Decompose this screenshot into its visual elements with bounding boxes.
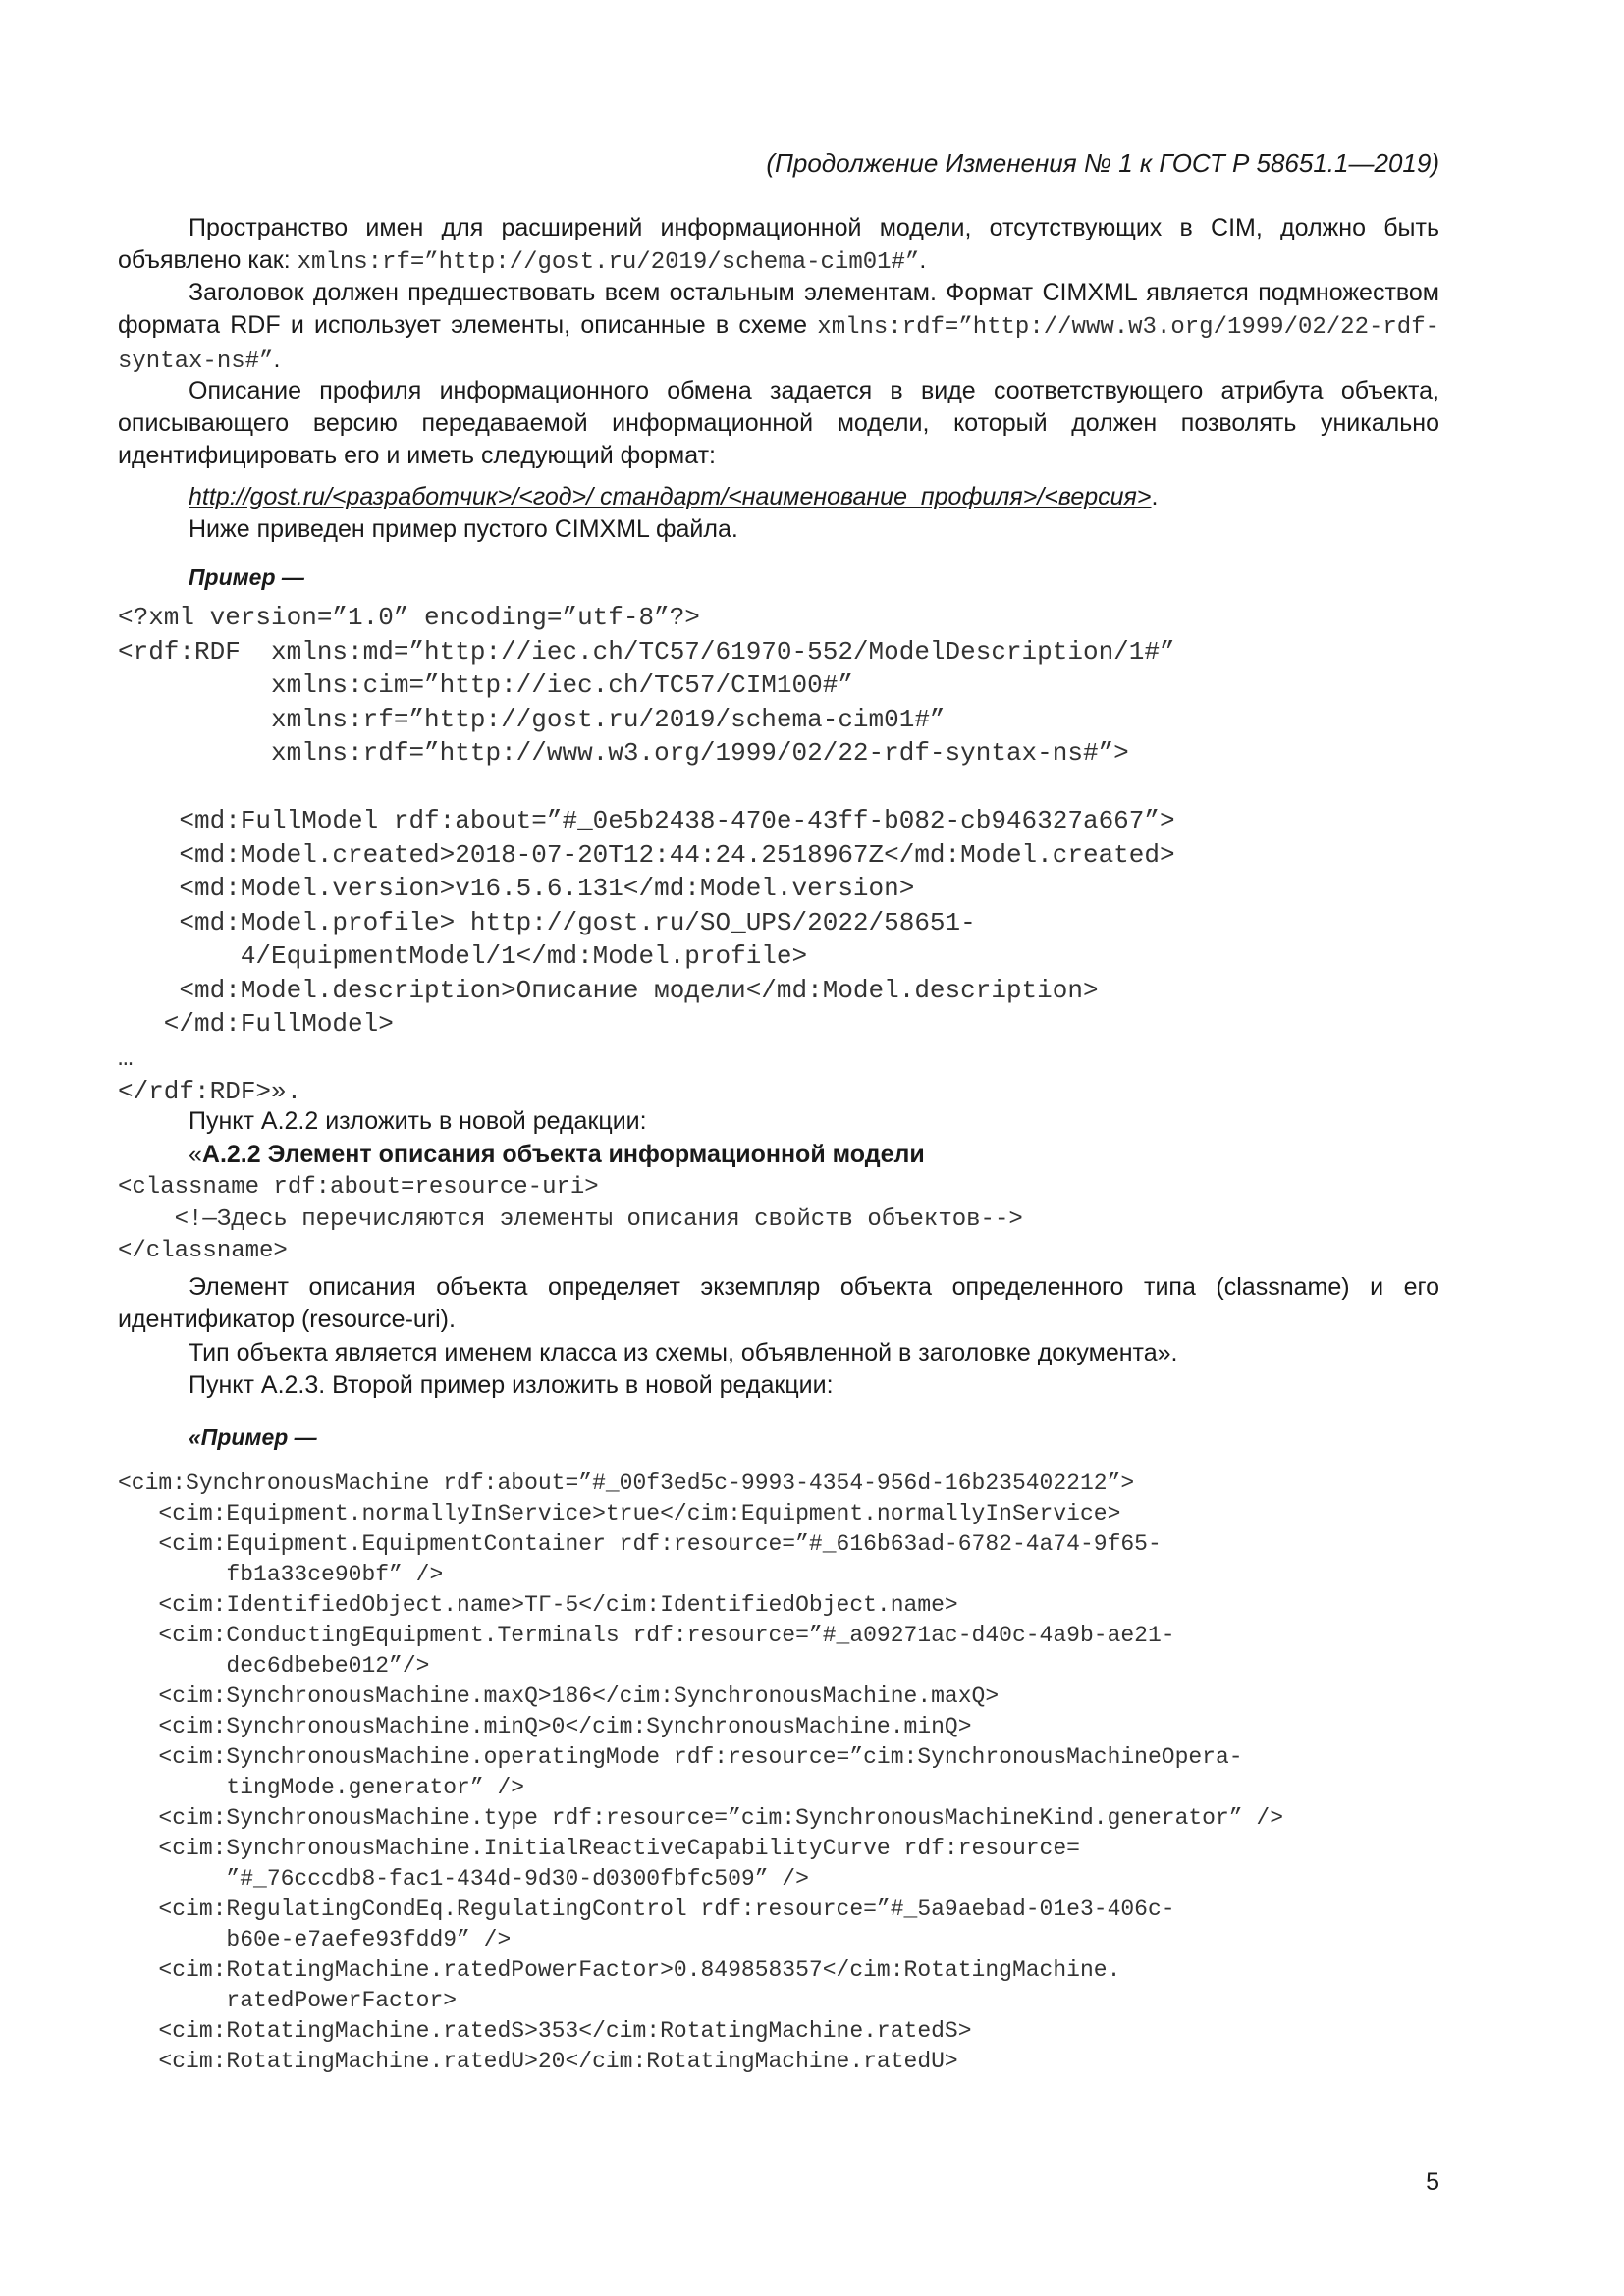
paragraph-namespace-declaration xyxy=(118,212,1439,279)
paragraph-element-description: Элемент описания объекта определяет экземпляр объекта определенного типа (classname) и его идентификатор (resource-uri). xyxy=(118,1273,1439,1333)
paragraph-header-order xyxy=(118,277,1439,378)
code-block-synchronous-machine: <cim:SynchronousMachine rdf:about=”#_00f3ed5c-9993-4354-956d-16b235402212”> <cim:Equipment.normallyInService>true</cim:Equipment.normallyInService> <cim:Equipment.EquipmentContainer rdf:resource=”#_616b63ad-6782-4a74-9f65- fb1a33ce90bf” /> <cim:IdentifiedObject.name>ТГ-5</cim:IdentifiedObject.name> <cim:ConductingEquipment.Terminals rdf:resource=”#_a09271ac-d40c-4a9b-ae21- dec6dbebe012”/> <cim:SynchronousMachine.maxQ>186</cim:SynchronousMachine.maxQ> <cim:SynchronousMachine.minQ>0</cim:SynchronousMachine.minQ> <cim:SynchronousMachine.operatingMode rdf:resource=”cim:SynchronousMachineOpera- tingMode.generator” /> <cim:SynchronousMachine.type rdf:resource=”cim:SynchronousMachineKind.generator” /> <cim:SynchronousMachine.InitialReactiveCapabilityCurve rdf:resource= ”#_76cccdb8-fac1-434d-9d30-d0300fbfc509” /> <cim:RegulatingCondEq.RegulatingControl rdf:resource=”#_5a9aebad-01e3-406c- b60e-e7aefe93fdd9” /> <cim:RotatingMachine.ratedPowerFactor>0.849858357</cim:RotatingMachine. ratedPowerFactor> <cim:RotatingMachine.ratedS>353</cim:RotatingMachine.ratedS> <cim:RotatingMachine.ratedU>20</cim:RotatingMachine.ratedU> xyxy=(118,1470,1283,2074)
paragraph-text: Заголовок должен предшествовать всем остальным элементам. Формат CIMXML является подмножеством формата RDF и использует элементы, описанные в схеме xyxy=(118,279,1439,339)
page-number: 5 xyxy=(1426,2168,1439,2196)
clause-a22-title: А.2.2 Элемент описания объекта информационной модели xyxy=(201,1141,925,1168)
paragraph-end: . xyxy=(919,246,927,274)
clause-a22-heading xyxy=(189,1139,1439,1171)
clause-a23-intro: Пункт А.2.3. Второй пример изложить в новой редакции: xyxy=(189,1371,834,1399)
code-block-classname: <classname rdf:about=resource-uri> <!—Здесь перечисляются элементы описания свойств объектов--> </classname> xyxy=(118,1174,1023,1264)
running-header: (Продолжение Изменения № 1 к ГОСТ Р 58651.1—2019) xyxy=(766,148,1439,178)
paragraph-profile-description: Описание профиля информационного обмена задается в виде соответствующего атрибута объекта, описывающего версию передаваемой информационной модели, который должен позволять уникально идентифицировать его и иметь следующий формат: xyxy=(118,377,1439,469)
paragraph-object-type: Тип объекта является именем класса из схемы, объявленной в заголовке документа». xyxy=(189,1339,1178,1366)
format-end: . xyxy=(1151,483,1159,510)
profile-format-line xyxy=(189,481,1439,513)
inline-code-namespace: xmlns:rf=”http://gost.ru/2019/schema-cim01#” xyxy=(297,249,920,276)
code-block-empty-cimxml: <?xml version=”1.0” encoding=”utf-8”?> <rdf:RDF xmlns:md=”http://iec.ch/TC57/61970-552/ModelDescription/1#” xmlns:cim=”http://iec.ch/TC57/CIM100#” xmlns:rf=”http://gost.ru/2019/schema-cim01#” xmlns:rdf=”http://www.w3.org/1999/02/22-rdf-syntax-ns#”> <md:FullModel rdf:about=”#_0e5b2438-470e-43ff-b082-cb946327a667”> <md:Model.created>2018-07-20T12:44:24.2518967Z</md:Model.created> <md:Model.version>v16.5.6.131</md:Model.version> <md:Model.profile> http://gost.ru/SO_UPS/2022/58651- 4/EquipmentModel/1</md:Model.profile> <md:Model.description>Описание модели</md:Model.description> </md:FullModel> … </rdf:RDF>». xyxy=(118,603,1175,1106)
opening-quote: « xyxy=(189,1141,202,1168)
paragraph-text: Пространство имен для расширений информационной модели, отсутствующих в CIM, должно быть объявлено как: xyxy=(118,214,1439,274)
paragraph-empty-file-intro: Ниже приведен пример пустого CIMXML файла. xyxy=(189,515,738,543)
paragraph-end: . xyxy=(273,346,281,373)
example-label: Пример — xyxy=(189,564,304,590)
example-label: «Пример — xyxy=(189,1424,317,1450)
clause-a22-intro: Пункт А.2.2 изложить в новой редакции: xyxy=(189,1107,647,1135)
profile-format-url: http://gost.ru/<разработчик>/<год>/ стандарт/<наименование_профиля>/<версия> xyxy=(189,483,1152,510)
inline-code-rdf-namespace: xmlns:rdf=”http://www.w3.org/1999/02/22-rdf-syntax-ns#” xyxy=(118,314,1439,375)
